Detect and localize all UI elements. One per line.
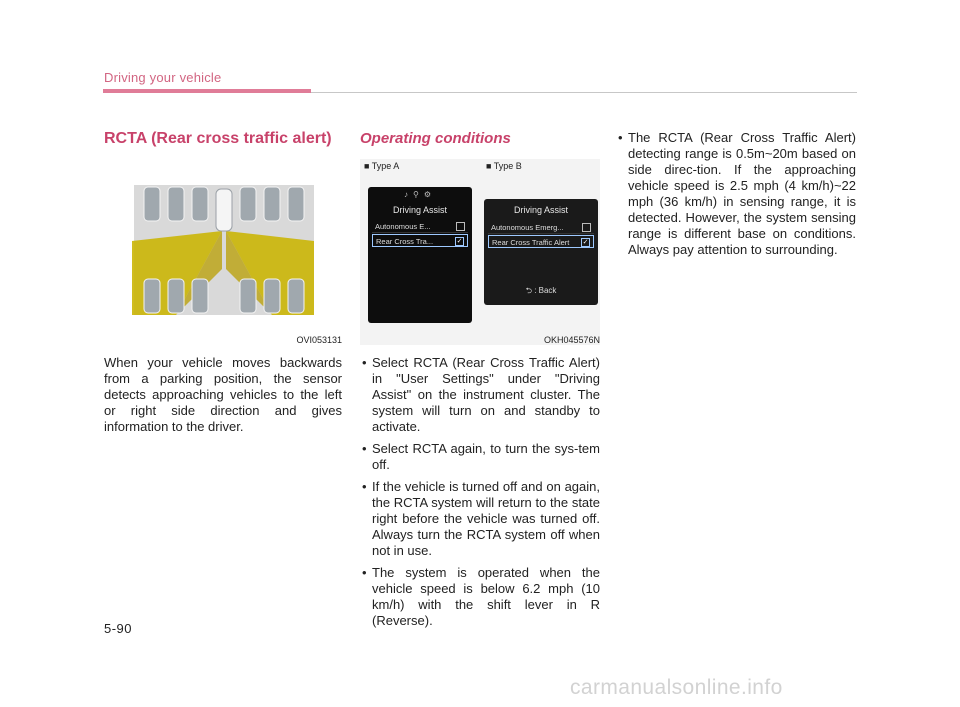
figure-code: OKH045576N [543, 335, 600, 345]
type-b-label: ■ Type B [486, 161, 522, 171]
checkbox-icon [582, 223, 591, 232]
menu-title: Driving Assist [513, 205, 568, 215]
list-item: • The RCTA (Rear Cross Traffic Alert) detecting range is 0.5m~20m based on side direc-tion. If the approaching vehicle speed is 2.5 mph (4 km/h)~22 mph (36 km/h) in sensing range, it is detected. However, the system sensing range is different base on conditions. Always pay attention to surrounding. [616, 130, 856, 258]
subject-car-icon [216, 189, 232, 231]
cluster-menu-figure [360, 159, 600, 345]
list-item: • The system is operated when the vehicle speed is below 6.2 mph (10 km/h) with the shift lever in R (Reverse). [360, 565, 600, 629]
subsection-title: Operating conditions [360, 130, 511, 147]
watermark: carmanualsonline.info [570, 676, 783, 699]
menu-item: Autonomous Emerg... [488, 221, 594, 234]
section-title: RCTA (Rear cross traffic alert) [104, 130, 332, 147]
left-column [104, 130, 342, 148]
menu-icons-row: ♪⚲⚙ [403, 190, 437, 199]
parking-lot-diagram [104, 159, 342, 345]
back-hint: ⮌ : Back [525, 286, 557, 295]
checkbox-checked-icon: ✓ [456, 238, 463, 245]
intro-paragraph: When your vehicle moves backwards from a parking position, the sensor detects approaching vehicles to the left or right side direction and gives information to the driver. [104, 355, 342, 434]
list-item: • If the vehicle is turned off and on again, the RCTA system will return to the state right before the vehicle was turned off. Always turn the RCTA system off when not in use. [360, 479, 600, 559]
menu-item-selected: Rear Cross Tra... ✓ [372, 234, 468, 247]
menu-item: Autonomous E... [372, 220, 468, 233]
type-a-screen [368, 187, 472, 323]
header-rule [311, 92, 857, 93]
page-number: 5-90 [104, 621, 133, 636]
running-header: Driving your vehicle [104, 70, 222, 85]
list-item: • Select RCTA again, to turn the sys-tem off. [360, 441, 600, 473]
figure-code: OVI053131 [296, 335, 342, 345]
rcta-illustration [104, 159, 342, 345]
list-item: • Select RCTA (Rear Cross Traffic Alert) in "User Settings" under "Driving Assist" on the instrument cluster. The system will turn on and standby to activate. [360, 355, 600, 435]
header-accent-rule [103, 89, 311, 93]
conditions-list [360, 355, 600, 635]
type-b-screen [484, 199, 598, 305]
checkbox-icon [456, 222, 465, 231]
type-a-label: ■ Type A [364, 161, 400, 171]
checkbox-checked-icon: ✓ [582, 239, 589, 246]
middle-column-heading [360, 130, 511, 147]
right-column [616, 130, 856, 264]
menu-title: Driving Assist [392, 205, 447, 215]
menu-item-selected: Rear Cross Traffic Alert ✓ [488, 235, 594, 248]
